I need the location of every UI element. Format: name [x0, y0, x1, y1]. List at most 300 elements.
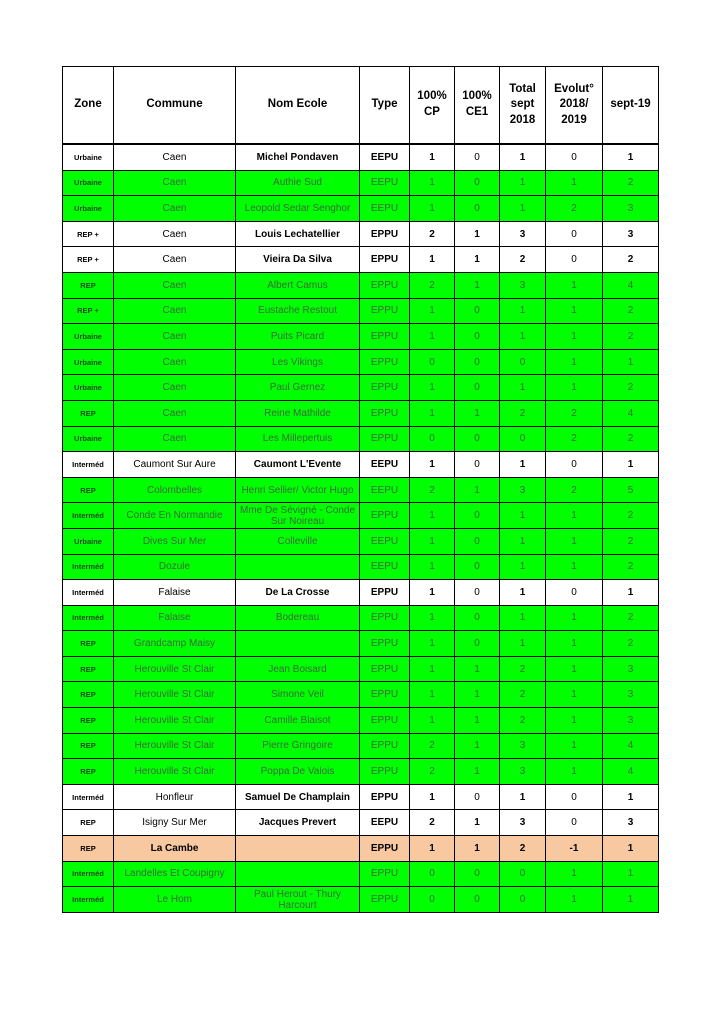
cell-cp: 1: [410, 656, 455, 682]
cell-total: 1: [500, 554, 546, 580]
cell-sept19: 2: [603, 503, 659, 529]
cell-total: 3: [500, 272, 546, 298]
cell-nom: Vieira Da Silva: [236, 247, 360, 273]
cell-zone: REP: [63, 400, 114, 426]
cell-sept19: 1: [603, 580, 659, 606]
cell-commune: Herouville St Clair: [114, 759, 236, 785]
cell-total: 0: [500, 887, 546, 913]
cell-nom: Poppa De Valois: [236, 759, 360, 785]
header-type: [360, 67, 410, 145]
cell-nom: [236, 631, 360, 657]
cell-evol: 2: [546, 426, 603, 452]
cell-cp: 1: [410, 452, 455, 478]
header-commune: [114, 67, 236, 145]
cell-commune: Conde En Normandie: [114, 503, 236, 529]
cell-cp: 1: [410, 708, 455, 734]
cell-sept19: 2: [603, 170, 659, 196]
cell-zone: REP: [63, 656, 114, 682]
table-row: [63, 708, 659, 734]
cell-total: 0: [500, 349, 546, 375]
cell-total: 1: [500, 170, 546, 196]
cell-type: EEPU: [360, 170, 410, 196]
cell-cp: 1: [410, 170, 455, 196]
cell-sept19: 2: [603, 605, 659, 631]
cell-nom: Les Vikings: [236, 349, 360, 375]
cell-ce1: 0: [455, 554, 500, 580]
cell-cp: 0: [410, 861, 455, 887]
cell-ce1: 0: [455, 196, 500, 222]
cell-sept19: 1: [603, 349, 659, 375]
cell-sept19: 2: [603, 375, 659, 401]
cell-nom: Camille Blaisot: [236, 708, 360, 734]
header-sept19: [603, 67, 659, 145]
cell-commune: Herouville St Clair: [114, 682, 236, 708]
header-ce1: [455, 67, 500, 145]
cell-cp: 1: [410, 375, 455, 401]
cell-cp: 0: [410, 349, 455, 375]
cell-total: 1: [500, 324, 546, 350]
cell-type: EEPU: [360, 810, 410, 836]
cell-commune: Isigny Sur Mer: [114, 810, 236, 836]
cell-sept19: 2: [603, 554, 659, 580]
cell-nom: Mme De Sévigné - Conde Sur Noireau: [236, 503, 360, 529]
cell-zone: Urbaine: [63, 170, 114, 196]
cell-total: 3: [500, 810, 546, 836]
cell-evol: -1: [546, 836, 603, 862]
cell-type: EEPU: [360, 477, 410, 503]
cell-type: EEPU: [360, 452, 410, 478]
table-row: [63, 605, 659, 631]
header-sept19-label: sept-19: [610, 98, 651, 111]
cell-ce1: 0: [455, 861, 500, 887]
cell-total: 0: [500, 861, 546, 887]
cell-cp: 1: [410, 682, 455, 708]
cell-nom: De La Crosse: [236, 580, 360, 606]
table-row: [63, 656, 659, 682]
cell-evol: 1: [546, 887, 603, 913]
cell-cp: 0: [410, 426, 455, 452]
cell-evol: 0: [546, 221, 603, 247]
cell-ce1: 0: [455, 580, 500, 606]
cell-evol: 1: [546, 733, 603, 759]
cell-zone: Urbaine: [63, 349, 114, 375]
cell-nom: [236, 836, 360, 862]
cell-cp: 2: [410, 272, 455, 298]
cell-zone: Urbaine: [63, 528, 114, 554]
cell-sept19: 4: [603, 759, 659, 785]
cell-type: EPPU: [360, 324, 410, 350]
cell-evol: 1: [546, 503, 603, 529]
table-row: [63, 759, 659, 785]
cell-ce1: 1: [455, 656, 500, 682]
cell-commune: Colombelles: [114, 477, 236, 503]
table-row: [63, 810, 659, 836]
cell-type: EPPU: [360, 247, 410, 273]
cell-nom: Colleville: [236, 528, 360, 554]
header-nom-ecole-label: Nom Ecole: [267, 98, 328, 111]
cell-zone: Interméd: [63, 554, 114, 580]
table-row: [63, 554, 659, 580]
cell-evol: 1: [546, 170, 603, 196]
header-total-line3: 2018: [509, 113, 536, 126]
cell-total: 2: [500, 682, 546, 708]
cell-sept19: 2: [603, 528, 659, 554]
cell-cp: 1: [410, 400, 455, 426]
cell-evol: 0: [546, 452, 603, 478]
cell-cp: 2: [410, 477, 455, 503]
cell-type: EPPU: [360, 861, 410, 887]
cell-type: EPPU: [360, 580, 410, 606]
cell-evol: 1: [546, 605, 603, 631]
cell-type: EPPU: [360, 836, 410, 862]
cell-commune: Caumont Sur Aure: [114, 452, 236, 478]
cell-nom: Leopold Sedar Senghor: [236, 196, 360, 222]
cell-type: EEPU: [360, 196, 410, 222]
header-ce1-line1: 100%: [462, 90, 492, 103]
cell-sept19: 2: [603, 247, 659, 273]
cell-ce1: 0: [455, 452, 500, 478]
cell-commune: Landelles Et Coupigny: [114, 861, 236, 887]
cell-commune: Dives Sur Mer: [114, 528, 236, 554]
cell-ce1: 0: [455, 349, 500, 375]
table-row: [63, 861, 659, 887]
cell-ce1: 0: [455, 298, 500, 324]
cell-zone: Interméd: [63, 861, 114, 887]
cell-ce1: 0: [455, 887, 500, 913]
cell-commune: Caen: [114, 272, 236, 298]
table-row: [63, 580, 659, 606]
cell-type: EPPU: [360, 400, 410, 426]
cell-zone: REP: [63, 759, 114, 785]
cell-commune: Caen: [114, 375, 236, 401]
cell-ce1: 1: [455, 733, 500, 759]
cell-total: 1: [500, 503, 546, 529]
cell-type: EPPU: [360, 272, 410, 298]
cell-ce1: 0: [455, 605, 500, 631]
table-row: [63, 375, 659, 401]
cell-total: 1: [500, 144, 546, 170]
cell-commune: Caen: [114, 221, 236, 247]
table-row: [63, 349, 659, 375]
cell-evol: 1: [546, 631, 603, 657]
table-row: [63, 682, 659, 708]
cell-ce1: 0: [455, 144, 500, 170]
cell-zone: REP: [63, 733, 114, 759]
cell-commune: Caen: [114, 170, 236, 196]
cell-commune: Caen: [114, 349, 236, 375]
cell-evol: 0: [546, 144, 603, 170]
cell-total: 1: [500, 528, 546, 554]
cell-nom: Caumont L'Evente: [236, 452, 360, 478]
cell-zone: Interméd: [63, 784, 114, 810]
cell-evol: 1: [546, 682, 603, 708]
schools-table: [62, 66, 659, 913]
cell-cp: 1: [410, 144, 455, 170]
cell-total: 1: [500, 298, 546, 324]
cell-type: EPPU: [360, 887, 410, 913]
cell-sept19: 1: [603, 144, 659, 170]
cell-type: EPPU: [360, 298, 410, 324]
cell-evol: 1: [546, 528, 603, 554]
cell-commune: Caen: [114, 324, 236, 350]
cell-total: 0: [500, 426, 546, 452]
cell-type: EEPU: [360, 554, 410, 580]
cell-evol: 1: [546, 861, 603, 887]
cell-ce1: 1: [455, 247, 500, 273]
cell-commune: Caen: [114, 144, 236, 170]
table-row: [63, 477, 659, 503]
cell-evol: 0: [546, 810, 603, 836]
cell-zone: REP +: [63, 298, 114, 324]
header-nom-ecole: [236, 67, 360, 145]
table-row: [63, 247, 659, 273]
cell-total: 2: [500, 400, 546, 426]
cell-total: 2: [500, 656, 546, 682]
cell-evol: 0: [546, 580, 603, 606]
cell-zone: Urbaine: [63, 196, 114, 222]
header-type-label: Type: [371, 98, 398, 111]
cell-ce1: 0: [455, 631, 500, 657]
cell-evol: 1: [546, 554, 603, 580]
cell-total: 1: [500, 605, 546, 631]
cell-sept19: 2: [603, 631, 659, 657]
cell-nom: Simone Veil: [236, 682, 360, 708]
cell-ce1: 1: [455, 759, 500, 785]
table-row: [63, 324, 659, 350]
cell-zone: REP: [63, 631, 114, 657]
cell-ce1: 0: [455, 528, 500, 554]
cell-nom: Samuel De Champlain: [236, 784, 360, 810]
cell-sept19: 4: [603, 400, 659, 426]
cell-sept19: 1: [603, 836, 659, 862]
cell-type: EPPU: [360, 733, 410, 759]
cell-type: EPPU: [360, 221, 410, 247]
cell-cp: 1: [410, 298, 455, 324]
cell-ce1: 1: [455, 400, 500, 426]
cell-cp: 2: [410, 759, 455, 785]
cell-type: EPPU: [360, 682, 410, 708]
cell-sept19: 2: [603, 298, 659, 324]
cell-type: EPPU: [360, 503, 410, 529]
header-ce1-line2: CE1: [465, 106, 489, 118]
cell-cp: 2: [410, 810, 455, 836]
cell-type: EPPU: [360, 605, 410, 631]
cell-sept19: 3: [603, 196, 659, 222]
table-row: [63, 452, 659, 478]
cell-commune: Le Hom: [114, 887, 236, 913]
cell-sept19: 1: [603, 887, 659, 913]
cell-commune: Herouville St Clair: [114, 656, 236, 682]
cell-cp: 1: [410, 528, 455, 554]
cell-ce1: 1: [455, 708, 500, 734]
cell-sept19: 2: [603, 426, 659, 452]
cell-commune: La Cambe: [114, 836, 236, 862]
cell-evol: 1: [546, 375, 603, 401]
cell-type: EPPU: [360, 784, 410, 810]
cell-zone: Urbaine: [63, 324, 114, 350]
cell-evol: 1: [546, 656, 603, 682]
cell-cp: 0: [410, 887, 455, 913]
header-total-line2: sept: [510, 98, 535, 111]
cell-zone: Urbaine: [63, 144, 114, 170]
header-evol-line1: Evolut°: [554, 82, 594, 95]
cell-cp: 1: [410, 836, 455, 862]
cell-nom: Albert Camus: [236, 272, 360, 298]
cell-ce1: 1: [455, 221, 500, 247]
cell-cp: 1: [410, 324, 455, 350]
cell-total: 3: [500, 759, 546, 785]
cell-commune: Caen: [114, 426, 236, 452]
cell-evol: 2: [546, 196, 603, 222]
cell-zone: Urbaine: [63, 426, 114, 452]
cell-evol: 1: [546, 349, 603, 375]
cell-zone: Interméd: [63, 887, 114, 913]
table-body: [63, 144, 659, 912]
cell-commune: Dozule: [114, 554, 236, 580]
cell-nom: [236, 554, 360, 580]
cell-zone: REP: [63, 708, 114, 734]
cell-commune: Grandcamp Maisy: [114, 631, 236, 657]
cell-nom: Authie Sud: [236, 170, 360, 196]
cell-evol: 2: [546, 400, 603, 426]
cell-ce1: 0: [455, 170, 500, 196]
cell-cp: 1: [410, 554, 455, 580]
cell-nom: [236, 861, 360, 887]
cell-commune: Caen: [114, 298, 236, 324]
cell-zone: Interméd: [63, 452, 114, 478]
cell-sept19: 3: [603, 656, 659, 682]
cell-ce1: 0: [455, 426, 500, 452]
header-zone-label: Zone: [74, 98, 102, 111]
cell-nom: Henri Sellier/ Victor Hugo: [236, 477, 360, 503]
cell-nom: Pierre Gringoire: [236, 733, 360, 759]
cell-sept19: 4: [603, 733, 659, 759]
cell-type: EPPU: [360, 759, 410, 785]
cell-evol: 1: [546, 324, 603, 350]
cell-ce1: 0: [455, 324, 500, 350]
cell-evol: 2: [546, 477, 603, 503]
table-row: [63, 400, 659, 426]
cell-sept19: 1: [603, 784, 659, 810]
header-total-line1: Total: [509, 82, 536, 95]
cell-sept19: 2: [603, 324, 659, 350]
cell-total: 1: [500, 631, 546, 657]
cell-type: EPPU: [360, 426, 410, 452]
cell-zone: REP +: [63, 247, 114, 273]
table-row: [63, 528, 659, 554]
header-cp-line2: CP: [424, 106, 440, 118]
cell-nom: Bodereau: [236, 605, 360, 631]
cell-ce1: 1: [455, 836, 500, 862]
cell-nom: Paul Herout - Thury Harcourt: [236, 887, 360, 913]
cell-ce1: 0: [455, 375, 500, 401]
cell-cp: 1: [410, 784, 455, 810]
cell-cp: 1: [410, 580, 455, 606]
header-total: [500, 67, 546, 145]
cell-total: 2: [500, 836, 546, 862]
cell-type: EPPU: [360, 375, 410, 401]
cell-cp: 2: [410, 221, 455, 247]
cell-type: EEPU: [360, 144, 410, 170]
cell-evol: 1: [546, 272, 603, 298]
cell-evol: 1: [546, 298, 603, 324]
header-cp-line1: 100%: [417, 90, 447, 103]
cell-type: EPPU: [360, 349, 410, 375]
cell-type: EEPU: [360, 528, 410, 554]
cell-nom: Les Millepertuis: [236, 426, 360, 452]
table-row: [63, 426, 659, 452]
cell-total: 3: [500, 221, 546, 247]
cell-total: 3: [500, 733, 546, 759]
cell-nom: Reine Mathilde: [236, 400, 360, 426]
cell-zone: REP +: [63, 221, 114, 247]
cell-total: 1: [500, 375, 546, 401]
cell-total: 1: [500, 784, 546, 810]
table-row: [63, 784, 659, 810]
cell-total: 1: [500, 580, 546, 606]
cell-zone: REP: [63, 272, 114, 298]
cell-ce1: 1: [455, 682, 500, 708]
cell-commune: Herouville St Clair: [114, 733, 236, 759]
cell-zone: REP: [63, 836, 114, 862]
cell-commune: Caen: [114, 196, 236, 222]
table-row: [63, 887, 659, 913]
cell-commune: Caen: [114, 400, 236, 426]
cell-zone: Interméd: [63, 580, 114, 606]
cell-commune: Caen: [114, 247, 236, 273]
table-row: [63, 631, 659, 657]
cell-total: 1: [500, 196, 546, 222]
cell-sept19: 3: [603, 682, 659, 708]
cell-commune: Falaise: [114, 605, 236, 631]
cell-commune: Honfleur: [114, 784, 236, 810]
header-evol-line3: 2019: [561, 113, 587, 126]
header-commune-label: Commune: [146, 98, 203, 111]
cell-cp: 1: [410, 196, 455, 222]
cell-cp: 1: [410, 503, 455, 529]
table-row: [63, 298, 659, 324]
cell-ce1: 0: [455, 784, 500, 810]
cell-ce1: 1: [455, 477, 500, 503]
cell-commune: Falaise: [114, 580, 236, 606]
cell-type: EPPU: [360, 631, 410, 657]
cell-sept19: 1: [603, 861, 659, 887]
cell-type: EPPU: [360, 708, 410, 734]
cell-ce1: 1: [455, 810, 500, 836]
cell-commune: Herouville St Clair: [114, 708, 236, 734]
cell-cp: 2: [410, 733, 455, 759]
cell-zone: Urbaine: [63, 375, 114, 401]
table-row: [63, 503, 659, 529]
cell-nom: Paul Gernez: [236, 375, 360, 401]
cell-sept19: 3: [603, 810, 659, 836]
cell-nom: Puits Picard: [236, 324, 360, 350]
header-evol-line2: 2018/: [559, 98, 589, 111]
cell-evol: 1: [546, 708, 603, 734]
cell-sept19: 4: [603, 272, 659, 298]
header-evolution: [546, 67, 603, 145]
cell-sept19: 1: [603, 452, 659, 478]
table-row: [63, 836, 659, 862]
header-row: [63, 67, 659, 145]
cell-cp: 1: [410, 605, 455, 631]
cell-ce1: 1: [455, 272, 500, 298]
cell-total: 1: [500, 452, 546, 478]
cell-ce1: 0: [455, 503, 500, 529]
cell-zone: REP: [63, 682, 114, 708]
cell-nom: Jean Boisard: [236, 656, 360, 682]
cell-total: 2: [500, 247, 546, 273]
